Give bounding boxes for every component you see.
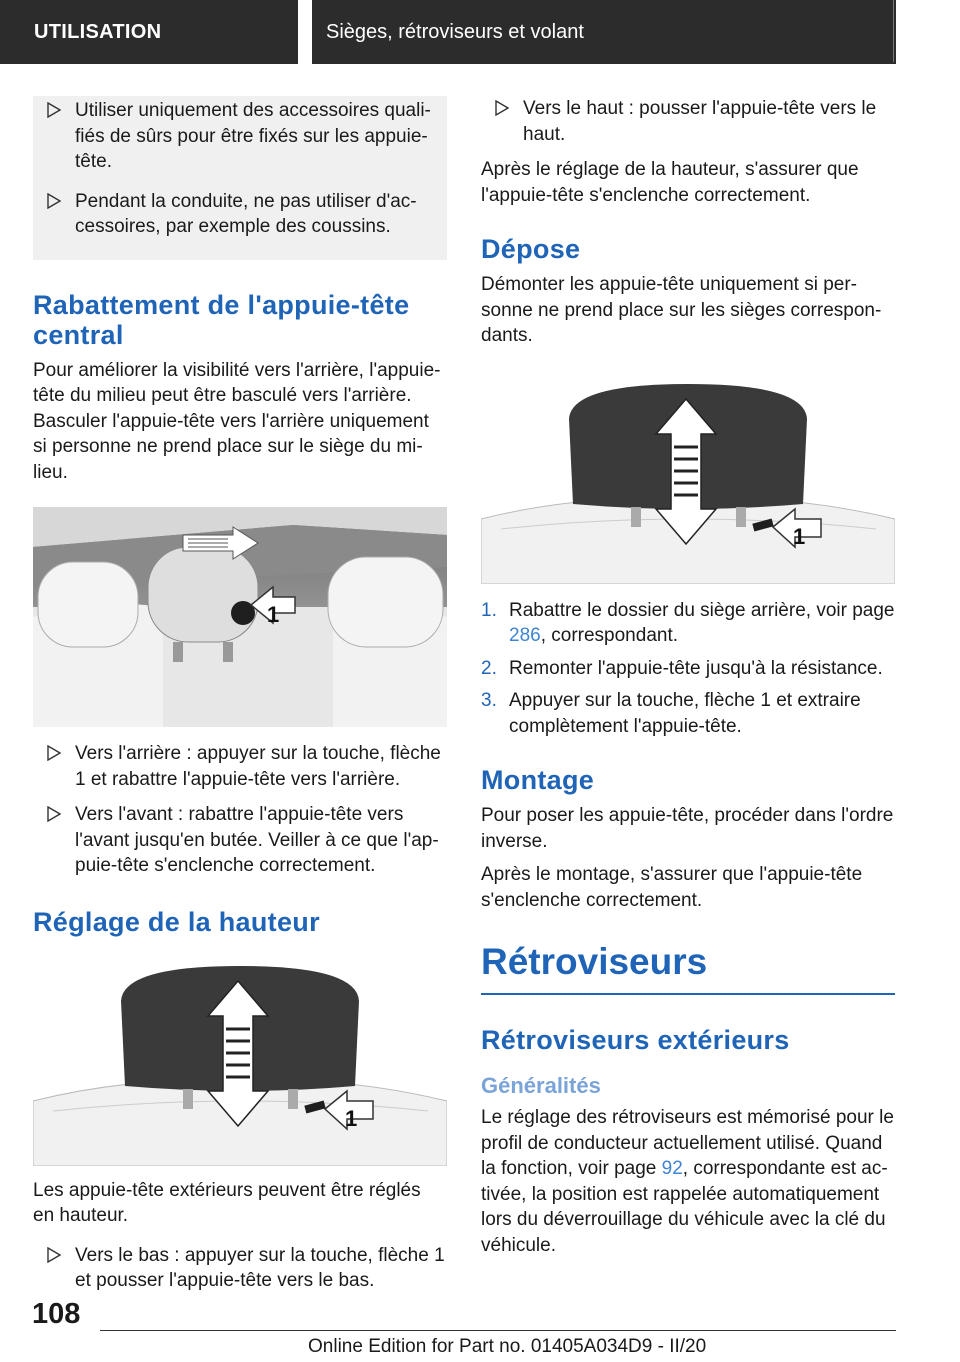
paragraph-text: Le réglage des rétroviseurs est mémorisé pour le profil de conducteur actuellement utilisé. Quand la fonction, voir page (481, 1107, 894, 1179)
rear-seat-drawing (33, 507, 447, 727)
bullet-text: Utiliser uniquement des accessoires quali-fiés de sûrs pour être fixés sur les appuie-tête. (75, 100, 431, 172)
list-item (33, 189, 447, 240)
removal-steps (481, 598, 895, 740)
removal-heading: Dépose (481, 234, 581, 264)
callout-label: 1 (267, 602, 280, 627)
fold-heading: Rabattement de l'appuie-tête central (33, 289, 410, 350)
page-number: 108 (32, 1298, 81, 1330)
section-tab: UTILISATION (0, 0, 298, 64)
list-item (33, 1243, 447, 1294)
triangle-bullet-icon (47, 1247, 61, 1263)
bullet-text: Vers le haut : pousser l'appuie-tête vers le haut. (523, 98, 877, 145)
height-heading: Réglage de la hauteur (33, 906, 320, 937)
triangle-bullet-icon (47, 745, 61, 761)
bullet-text: Vers l'avant : rabattre l'appuie-tête vers l'avant jusqu'en butée. Veiller à ce que l'ap-puie-tête s'enclenche correctement. (75, 804, 439, 876)
triangle-bullet-icon (47, 102, 61, 118)
bullet-text: Vers l'arrière : appuyer sur la touche, flèche 1 et rabattre l'appuie-tête vers l'arrière. (75, 743, 441, 790)
triangle-bullet-icon (47, 193, 61, 209)
list-item (481, 96, 895, 147)
page-link[interactable]: 92 (661, 1158, 683, 1179)
height-paragraph: Les appuie-tête extérieurs peuvent être réglés en hauteur. (33, 1179, 421, 1226)
step-text: , correspondant. (540, 625, 679, 646)
bullet-text: Vers le bas : appuyer sur la touche, flèche 1 et pousser l'appuie-tête vers le bas. (75, 1244, 445, 1291)
step-text: Rabattre le dossier du siège arrière, voir page (509, 599, 895, 621)
callout-label: 1 (793, 523, 806, 549)
step-number: 3. (481, 690, 497, 711)
list-item (33, 802, 447, 879)
step-number: 1. (481, 599, 497, 621)
page-header (0, 0, 960, 66)
removal-illustration (481, 379, 895, 584)
general-paragraph (481, 1105, 895, 1258)
callout-label: 1 (345, 1105, 358, 1131)
mount-paragraph: Pour poser les appuie-tête, procéder dans l'ordre inverse. (481, 805, 894, 852)
notice-box (33, 96, 447, 260)
exterior-mirrors-heading: Rétroviseurs extérieurs (481, 1025, 790, 1055)
paragraph-text: , correspondante est ac-tivée, la position est rappelée automatiquement lors du déverrouillage du véhicule avec la clé du véhicule. (481, 1158, 888, 1256)
triangle-bullet-icon (495, 100, 509, 116)
headrest-drawing (33, 961, 447, 1166)
removal-paragraph: Démonter les appuie-tête uniquement si per-sonne ne prend place sur les sièges correspon-dants. (481, 274, 882, 346)
page-link[interactable]: 286 (509, 625, 541, 646)
mount-heading: Montage (481, 765, 595, 795)
fold-paragraph: Pour améliorer la visibilité vers l'arrière, l'appuie-tête du milieu peut être basculé vers l'arrière. Basculer l'appuie-tête vers l'arrière uniquement si personne ne prend place sur le siège du mi-lieu. (33, 359, 441, 483)
chapter-tab: Sièges, rétroviseurs et volant (312, 0, 896, 64)
list-item (481, 688, 895, 739)
right-column (481, 96, 895, 1258)
list-item (481, 656, 895, 682)
list-item (481, 598, 895, 649)
triangle-bullet-icon (47, 806, 61, 822)
footer-divider (100, 1330, 896, 1331)
mirrors-title: Rétroviseurs (481, 941, 895, 995)
list-item (33, 741, 447, 792)
up-list (481, 96, 895, 147)
after-height-paragraph: Après le réglage de la hauteur, s'assurer que l'appuie-tête s'enclenche correctement. (481, 159, 859, 206)
height-adjust-illustration (33, 961, 447, 1166)
list-item (33, 98, 447, 175)
rear-seat-illustration (33, 507, 447, 727)
mount-paragraph: Après le montage, s'assurer que l'appuie-tête s'enclenche correctement. (481, 864, 863, 911)
left-column (33, 96, 447, 1304)
headrest-removal-drawing (481, 379, 895, 584)
step-number: 2. (481, 657, 497, 679)
bullet-text: Pendant la conduite, ne pas utiliser d'ac-cessoires, par exemple des coussins. (75, 190, 417, 237)
general-heading: Généralités (481, 1073, 601, 1098)
edition-text: Online Edition for Part no. 01405A034D9 - II/20 (308, 1336, 707, 1357)
notice-list (33, 98, 447, 240)
step-text: Appuyer sur la touche, flèche 1 et extraire complètement l'appuie-tête. (509, 690, 861, 737)
fold-list (33, 741, 447, 879)
step-text: Remonter l'appuie-tête jusqu'à la résistance. (509, 657, 883, 679)
height-list (33, 1243, 447, 1294)
